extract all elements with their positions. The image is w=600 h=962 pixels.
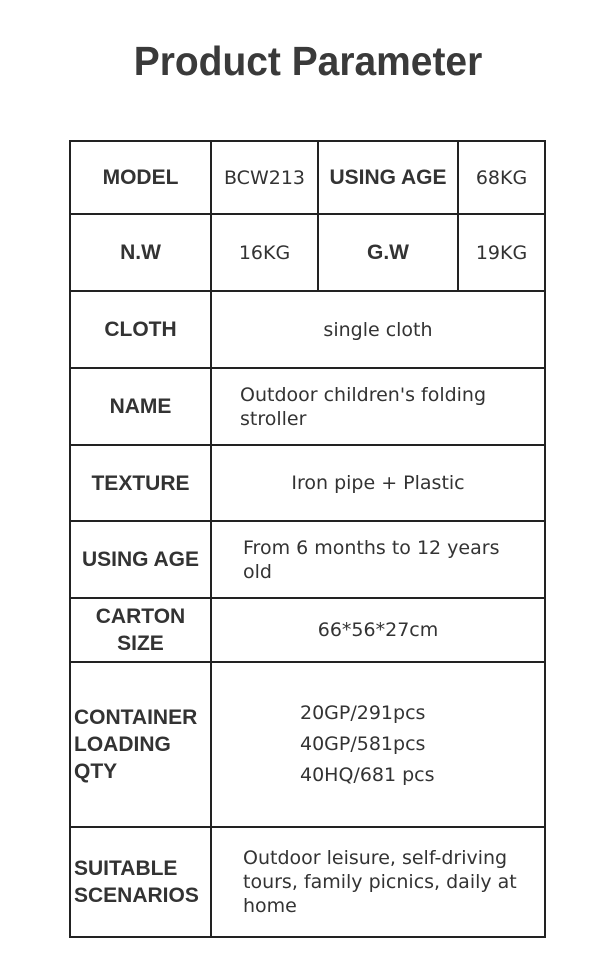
suitable-scenarios-label-line: SCENARIOS — [74, 884, 199, 907]
load-capacity-value-text: 68KG — [475, 166, 528, 189]
using-age-value-line: From 6 months to 12 years — [243, 536, 500, 559]
using-age-value-line: old — [243, 560, 272, 583]
load-capacity-value — [459, 142, 544, 213]
net-weight-value-text: 16KG — [238, 241, 291, 264]
carton-size-label — [71, 599, 210, 661]
gross-weight-label-text: G.W — [367, 241, 409, 264]
model-label-text: MODEL — [102, 166, 179, 189]
load-capacity-label — [319, 142, 457, 213]
model-label — [71, 142, 210, 213]
gross-weight-value — [459, 215, 544, 290]
container-loading-value — [300, 663, 540, 826]
carton-size-label-line: CARTON — [95, 605, 186, 628]
model-value — [212, 142, 317, 213]
gross-weight-value-text: 19KG — [475, 241, 528, 264]
name-label-text: NAME — [109, 395, 172, 418]
net-weight-value — [212, 215, 317, 290]
texture-value — [212, 446, 544, 520]
container-qty-line: 40GP/581pcs — [300, 733, 426, 755]
container-loading-label-line: LOADING — [74, 733, 171, 756]
suitable-scenarios-label — [74, 828, 210, 936]
name-value-line: stroller — [240, 407, 307, 430]
using-age-value — [243, 522, 541, 597]
suitable-scenarios-value-line: tours, family picnics, daily at — [243, 871, 517, 893]
suitable-scenarios-value-line: Outdoor leisure, self-driving — [243, 847, 508, 869]
container-loading-label — [74, 663, 210, 826]
cloth-label — [71, 292, 210, 367]
texture-label — [71, 446, 210, 520]
net-weight-label — [71, 215, 210, 290]
container-qty-line: 40HQ/681 pcs — [300, 764, 435, 786]
cloth-label-text: CLOTH — [104, 318, 177, 341]
cloth-value — [212, 292, 544, 367]
carton-size-value-text: 66*56*27cm — [317, 619, 439, 641]
suitable-scenarios-value — [243, 828, 541, 936]
page-title: Product Parameter — [133, 38, 483, 84]
texture-value-text: Iron pipe + Plastic — [291, 472, 465, 494]
container-loading-label-line: CONTAINER — [74, 706, 198, 729]
container-loading-label-line: QTY — [74, 760, 118, 783]
container-qty-line: 20GP/291pcs — [300, 702, 426, 724]
gross-weight-label — [319, 215, 457, 290]
suitable-scenarios-value-line: home — [243, 895, 297, 917]
carton-size-value — [212, 599, 544, 661]
carton-size-label-line: SIZE — [117, 632, 164, 655]
suitable-scenarios-label-line: SUITABLE — [74, 857, 178, 880]
net-weight-label-text: N.W — [120, 241, 161, 264]
name-value-line: Outdoor children's folding — [240, 383, 487, 406]
load-capacity-label-text: USING AGE — [329, 166, 447, 189]
model-value-text: BCW213 — [223, 166, 306, 189]
name-label — [71, 369, 210, 444]
using-age-label-text: USING AGE — [81, 548, 200, 571]
using-age-label — [71, 522, 210, 597]
texture-label-text: TEXTURE — [91, 471, 190, 495]
cloth-value-text: single cloth — [323, 318, 433, 341]
name-value — [240, 369, 540, 444]
